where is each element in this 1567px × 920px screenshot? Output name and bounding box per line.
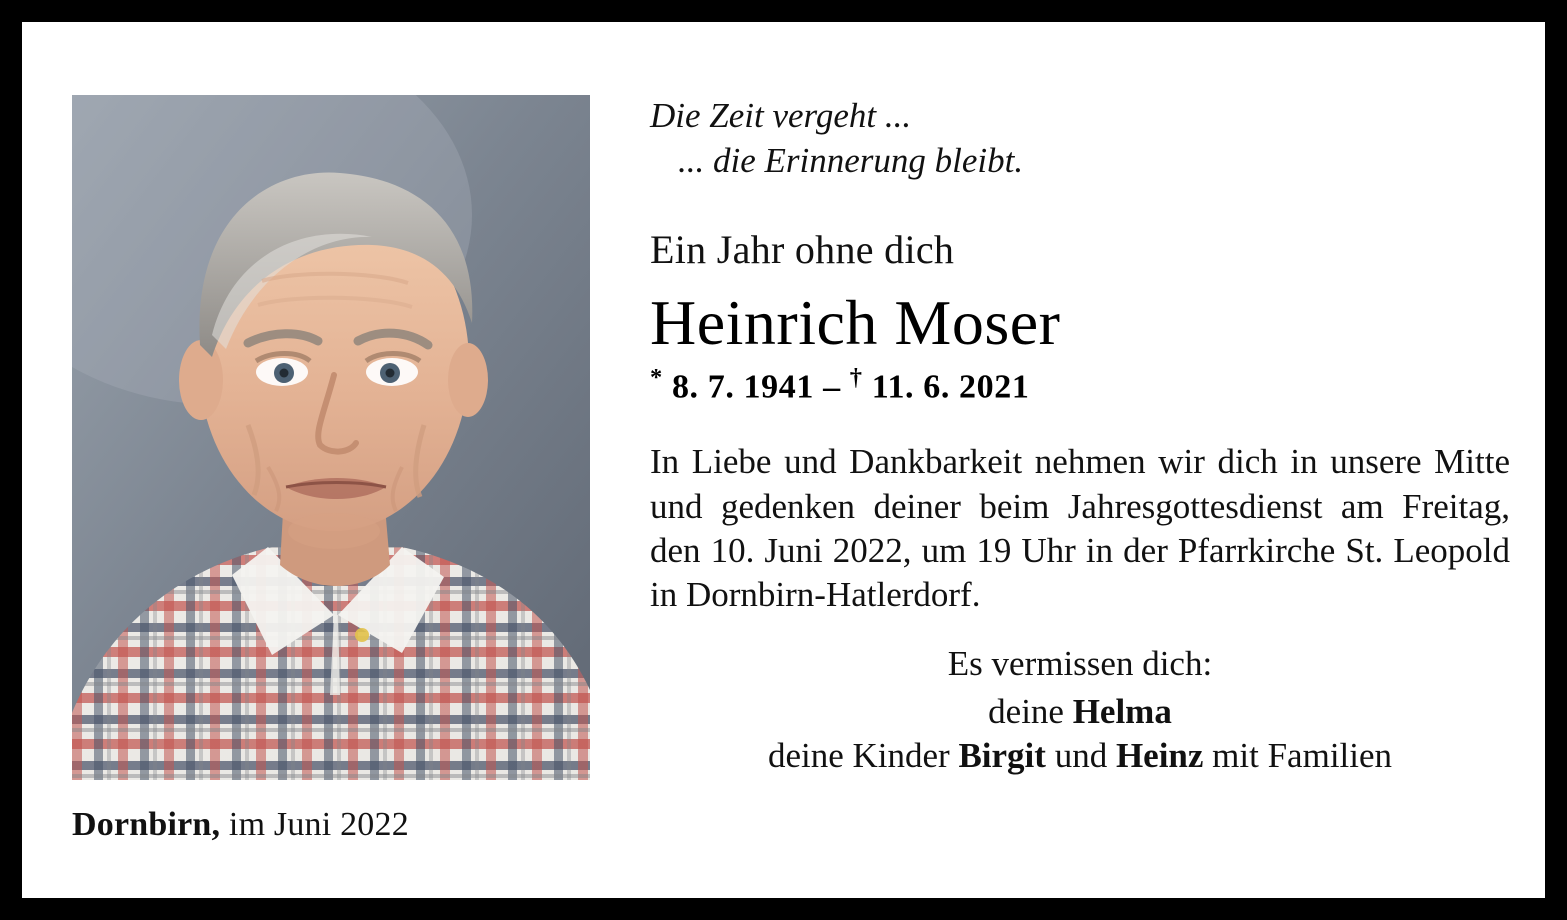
date-separator: – bbox=[823, 368, 841, 406]
notice-text-column bbox=[650, 94, 1510, 777]
survivor-row-2 bbox=[650, 734, 1510, 778]
subtitle: Ein Jahr ohne dich bbox=[650, 226, 955, 272]
portrait-photo bbox=[72, 95, 590, 780]
life-dates bbox=[650, 364, 1510, 406]
birth-date: 8. 7. 1941 bbox=[671, 368, 814, 406]
motto bbox=[650, 94, 1510, 184]
survivor-2-middle: und bbox=[1045, 735, 1116, 775]
death-symbol: † bbox=[849, 363, 863, 391]
missing-you-line: Es vermissen dich: bbox=[947, 643, 1213, 683]
motto-line-2: ... die Erinnerung bleibt. bbox=[678, 140, 1024, 180]
survivors-list bbox=[650, 690, 1510, 778]
survivor-2-name-2: Heinz bbox=[1115, 735, 1204, 775]
place-and-date bbox=[72, 806, 409, 844]
place-name: Dornbirn, bbox=[72, 806, 221, 843]
survivor-2-prefix: deine Kinder bbox=[767, 735, 959, 775]
birth-symbol: * bbox=[650, 363, 663, 391]
portrait-illustration bbox=[72, 95, 590, 780]
notice-inner bbox=[22, 22, 1545, 898]
place-date: im Juni 2022 bbox=[220, 806, 409, 843]
portrait-photo-container bbox=[72, 95, 590, 780]
survivor-2-name-1: Birgit bbox=[958, 735, 1046, 775]
survivor-2-suffix: mit Familien bbox=[1203, 735, 1393, 775]
survivor-1-name: Helma bbox=[1072, 691, 1172, 731]
motto-line-1: Die Zeit vergeht ... bbox=[650, 96, 912, 135]
death-date: 11. 6. 2021 bbox=[871, 368, 1030, 406]
memorial-body-text bbox=[650, 440, 1510, 618]
survivor-1-prefix: deine bbox=[988, 691, 1073, 731]
deceased-name: Heinrich Moser bbox=[650, 286, 1061, 358]
memorial-paragraph: In Liebe und Dankbarkeit nehmen wir dich in unsere Mitte und gedenken deiner beim Jahresgottesdienst am Freitag, den 10. Juni 2022, um 19 Uhr in der Pfarrkirche St. Leopold in Dornbirn-Hatlerdorf. bbox=[650, 442, 1510, 615]
survivor-row-1 bbox=[650, 690, 1510, 734]
